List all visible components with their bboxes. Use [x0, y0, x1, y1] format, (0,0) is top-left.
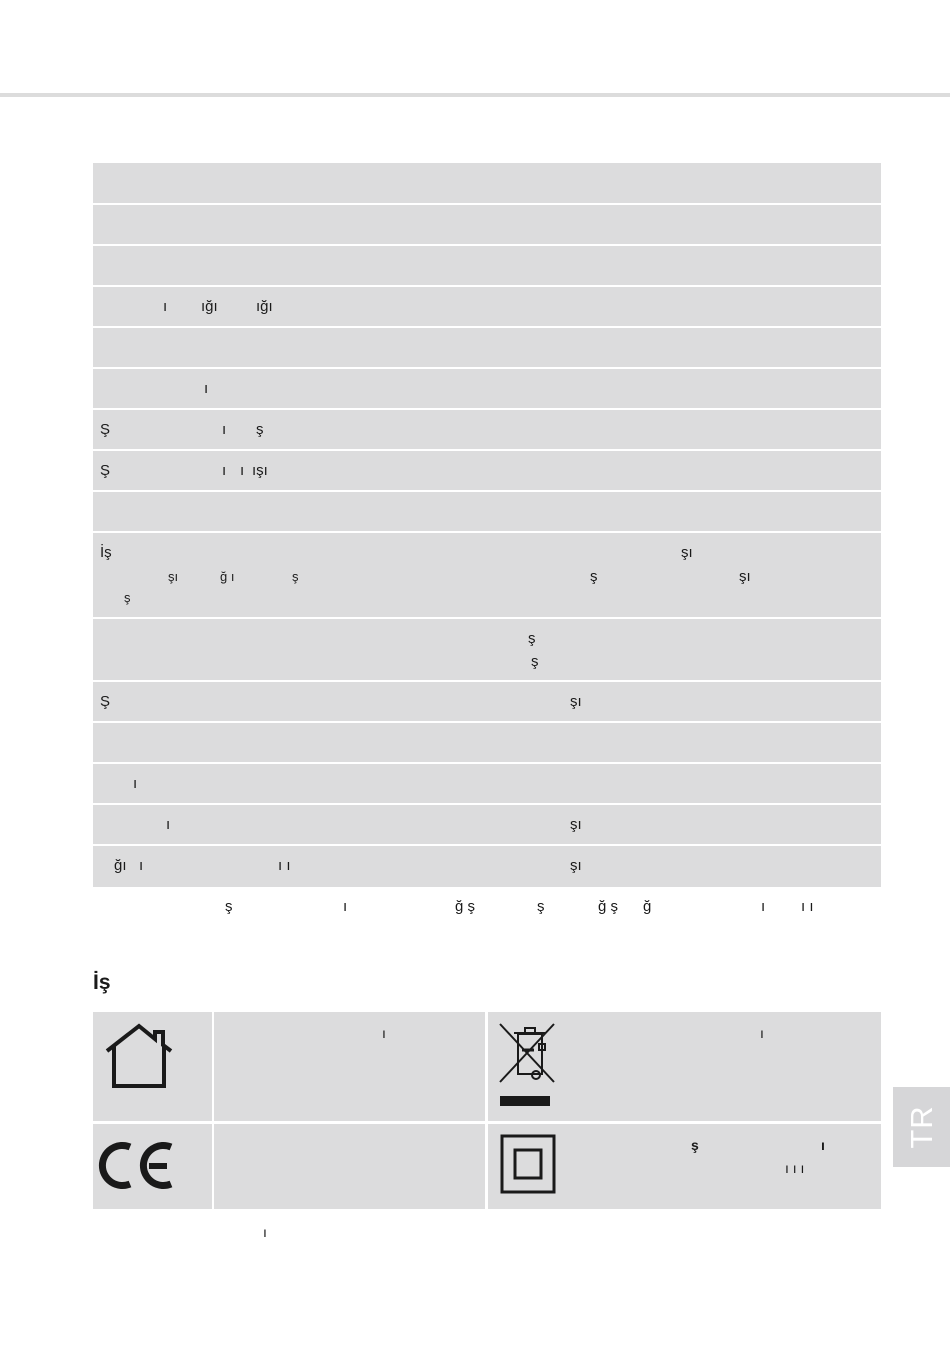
spec-text: ı [133, 775, 138, 792]
symbol-text: ş [691, 1137, 699, 1153]
spec-text: ığı [201, 298, 218, 315]
spec-table [93, 163, 881, 887]
spec-row-11 [93, 619, 881, 682]
spec-text: ş [256, 421, 264, 438]
footnote-text: ş [537, 898, 545, 915]
section-title: İş [93, 971, 111, 994]
ce-mark-icon [93, 1124, 212, 1209]
symbol-class2-cell [488, 1124, 881, 1209]
spec-row-13 [93, 723, 881, 764]
spec-text: ı [166, 816, 171, 833]
symbol-indoor-desc [214, 1012, 485, 1121]
spec-text: şı [570, 857, 582, 874]
footnote-text: ı ı [801, 898, 814, 915]
spec-text: ş [528, 630, 536, 647]
spec-row-8 [93, 451, 881, 492]
spec-text: ığı [256, 298, 273, 315]
spec-text: ğ ı [220, 569, 235, 584]
spec-row-3 [93, 246, 881, 287]
house-indoor-icon [93, 1012, 212, 1121]
header-rule [0, 93, 950, 97]
spec-text: şı [681, 544, 693, 561]
spec-text: ı [240, 462, 245, 479]
spec-row-6 [93, 369, 881, 410]
spec-row-16 [93, 846, 881, 887]
symbol-text: ı ı ı [785, 1160, 805, 1176]
spec-text: ı [139, 857, 144, 874]
spec-text: ş [531, 653, 539, 670]
symbol-indoor-cell [93, 1012, 212, 1121]
footnote-text: ı [761, 898, 766, 915]
footnote-text: ı [343, 898, 348, 915]
footnote-text: ğ [643, 898, 652, 915]
double-square-class-ii-icon [500, 1134, 570, 1214]
symbol-text: ı [382, 1025, 386, 1041]
spec-row-5 [93, 328, 881, 369]
symbol-ce-desc [214, 1124, 485, 1209]
spec-row-1 [93, 163, 881, 205]
footnote-text: ş [225, 898, 233, 915]
spec-footnote [93, 896, 881, 918]
spec-text: Ş [100, 462, 111, 479]
spec-text: Ş [100, 421, 111, 438]
spec-text: şı [570, 693, 582, 710]
spec-row-9 [93, 492, 881, 533]
language-tab-label: TR [903, 1105, 939, 1149]
spec-text: şı [168, 569, 179, 584]
symbol-ce-cell [93, 1124, 212, 1209]
spec-text: şı [570, 816, 582, 833]
footnote-text: ğ ş [455, 898, 476, 915]
symbol-text: ı [821, 1137, 825, 1153]
spec-text: ğı [114, 857, 127, 874]
spec-row-15 [93, 805, 881, 846]
crossed-out-bin-icon [498, 1020, 568, 1120]
symbol-weee-cell [488, 1012, 881, 1121]
spec-row-4 [93, 287, 881, 328]
spec-text: ı [222, 462, 227, 479]
spec-row-12 [93, 682, 881, 723]
spec-text: şı [739, 568, 751, 585]
bottom-note: ı [263, 1224, 267, 1240]
spec-text: ı [204, 380, 209, 397]
spec-text: ı [222, 421, 227, 438]
spec-row-2 [93, 205, 881, 246]
spec-text: ş [124, 590, 131, 605]
spec-row-14 [93, 764, 881, 805]
spec-text: ş [292, 569, 299, 584]
spec-text: ı ı [278, 857, 291, 874]
spec-text: ışı [252, 462, 268, 479]
footnote-text: ğ ş [598, 898, 619, 915]
symbols-table [93, 1012, 881, 1209]
language-tab [893, 1087, 950, 1167]
spec-text: Ş [100, 693, 111, 710]
spec-row-7 [93, 410, 881, 451]
spec-text: İş [100, 544, 112, 561]
spec-row-10 [93, 533, 881, 619]
spec-text: ı [163, 298, 168, 315]
spec-text: ş [590, 568, 598, 585]
symbol-text: ı [760, 1025, 764, 1041]
